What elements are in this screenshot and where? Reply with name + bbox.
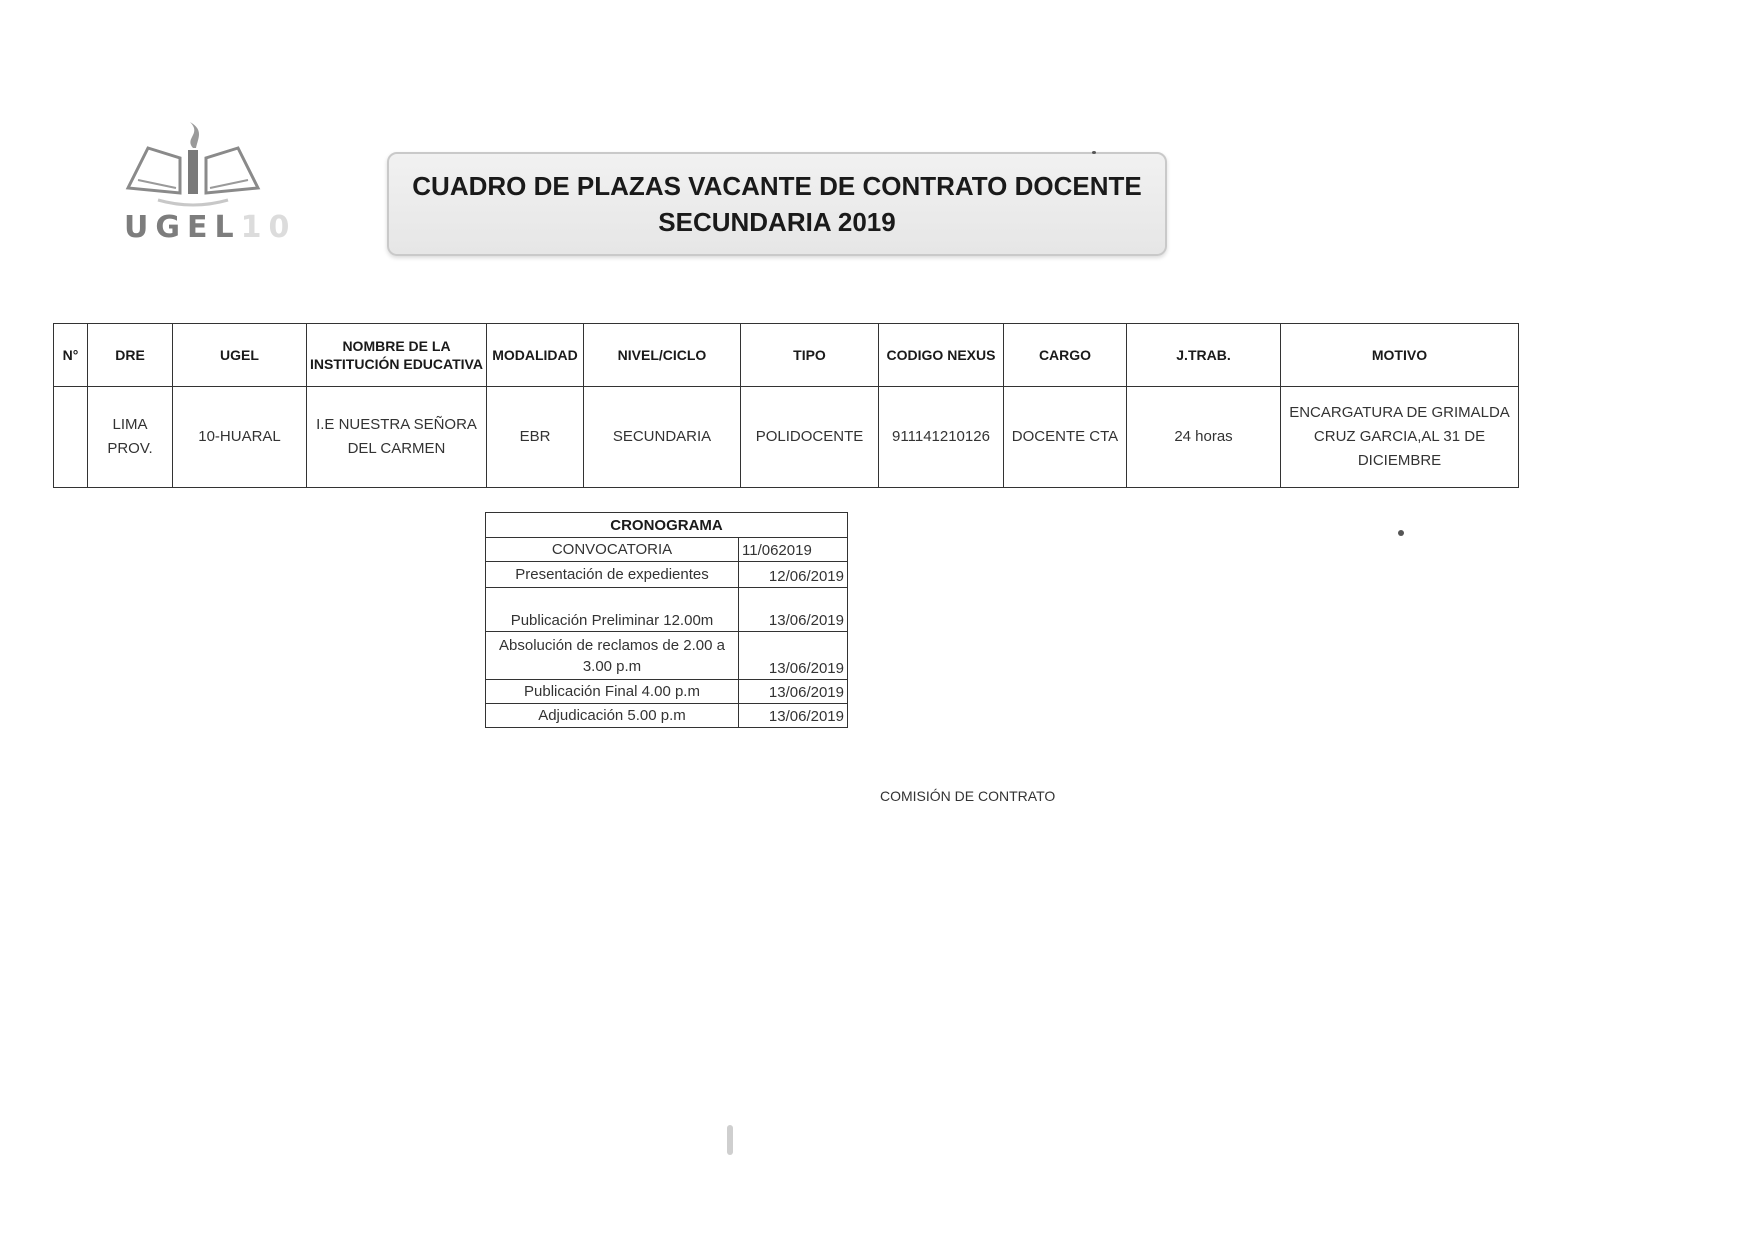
- page-title: CUADRO DE PLAZAS VACANTE DE CONTRATO DOCENTE: [412, 171, 1142, 201]
- cronograma-label: Absolución de reclamos de 2.00 a 3.00 p.m: [486, 632, 739, 680]
- cronograma-date: 13/06/2019: [739, 704, 848, 728]
- cronograma-date: 13/06/2019: [739, 588, 848, 632]
- cronograma-label: CONVOCATORIA: [486, 538, 739, 562]
- cell-jtrab: 24 horas: [1127, 387, 1281, 488]
- cronograma-label: Presentación de expedientes: [486, 562, 739, 588]
- scan-speck: [1398, 530, 1404, 536]
- cronograma-date: 13/06/2019: [739, 680, 848, 704]
- cell-ugel: 10-HUARAL: [173, 387, 307, 488]
- header-dre: DRE: [88, 324, 173, 387]
- logo-wordmark: UGEL10: [124, 210, 297, 245]
- header-jtrab: J.TRAB.: [1127, 324, 1281, 387]
- cronograma-label: Publicación Final 4.00 p.m: [486, 680, 739, 704]
- cell-dre: LIMA PROV.: [88, 387, 173, 488]
- table-row: [486, 562, 848, 588]
- cell-n: [54, 387, 88, 488]
- table-row: [54, 387, 1519, 488]
- header-codigo: CODIGO NEXUS: [879, 324, 1004, 387]
- cell-institucion: I.E NUESTRA SEÑORA DEL CARMEN: [307, 387, 487, 488]
- header-nivel: NIVEL/CICLO: [584, 324, 741, 387]
- header-cargo: CARGO: [1004, 324, 1127, 387]
- header-institucion: NOMBRE DE LA INSTITUCIÓN EDUCATIVA: [307, 324, 487, 387]
- cell-motivo: ENCARGATURA DE GRIMALDA CRUZ GARCIA,AL 31 DE DICIEMBRE: [1281, 387, 1519, 488]
- table-row: [486, 704, 848, 728]
- header-modalidad: MODALIDAD: [487, 324, 584, 387]
- header-n: N°: [54, 324, 88, 387]
- page-subtitle: SECUNDARIA 2019: [658, 207, 896, 237]
- ugel-logo: [118, 118, 297, 248]
- cronograma-header-row: [486, 513, 848, 538]
- cell-modalidad: EBR: [487, 387, 584, 488]
- cronograma-date: 11/062019: [739, 538, 848, 562]
- cronograma-date: 12/06/2019: [739, 562, 848, 588]
- title-box: [387, 152, 1167, 256]
- cronograma-title: CRONOGRAMA: [486, 513, 848, 538]
- vacancies-table: [53, 323, 1519, 488]
- table-row: [486, 538, 848, 562]
- header-motivo: MOTIVO: [1281, 324, 1519, 387]
- open-book-torch-icon: [118, 118, 268, 213]
- header-ugel: UGEL: [173, 324, 307, 387]
- table-row: [486, 632, 848, 680]
- cell-codigo: 911141210126: [879, 387, 1004, 488]
- footer-signature-text: COMISIÓN DE CONTRATO: [880, 788, 1056, 804]
- cronograma-date: 13/06/2019: [739, 632, 848, 680]
- scan-speck: [727, 1125, 733, 1155]
- cell-nivel: SECUNDARIA: [584, 387, 741, 488]
- cell-cargo: DOCENTE CTA: [1004, 387, 1127, 488]
- cronograma-label: Publicación Preliminar 12.00m: [486, 588, 739, 632]
- table-row: [486, 588, 848, 632]
- cronograma-label: Adjudicación 5.00 p.m: [486, 704, 739, 728]
- scan-speck: [1092, 151, 1096, 154]
- table-header-row: [54, 324, 1519, 387]
- header-tipo: TIPO: [741, 324, 879, 387]
- table-row: [486, 680, 848, 704]
- cronograma-table: [485, 512, 848, 728]
- cell-tipo: POLIDOCENTE: [741, 387, 879, 488]
